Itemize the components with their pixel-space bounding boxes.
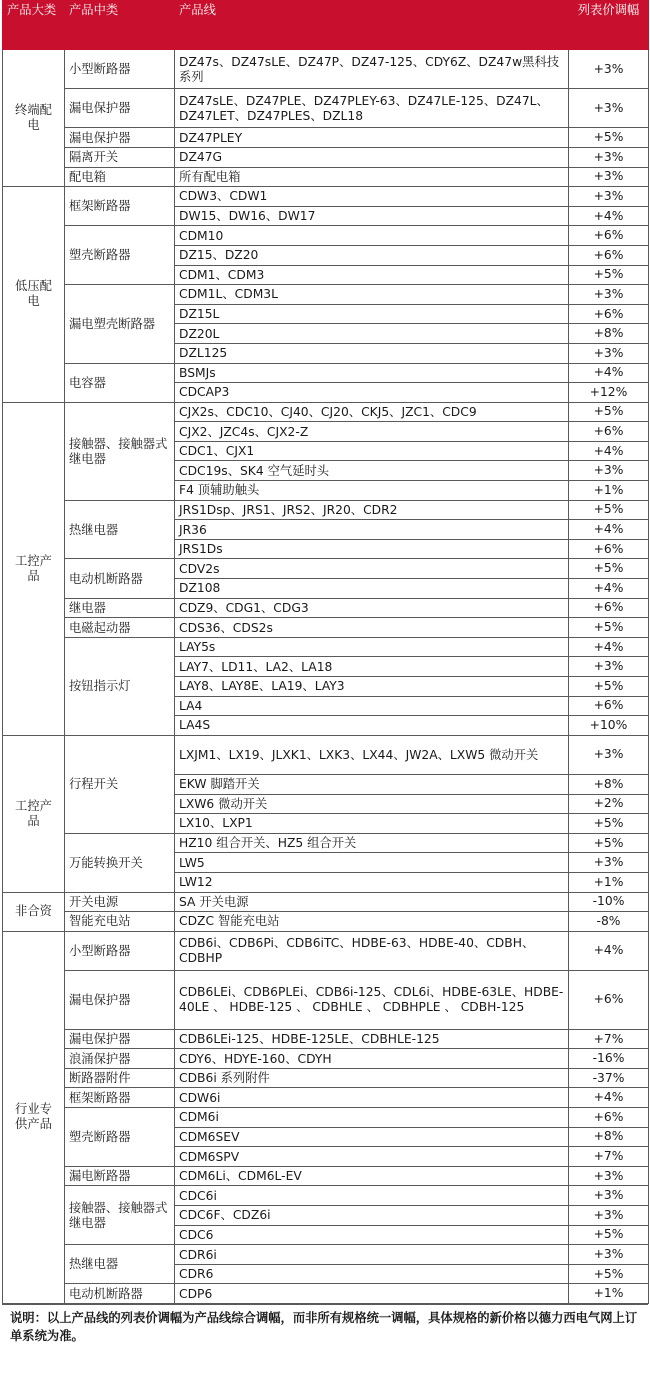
table-row [3, 1166, 649, 1186]
middle-category-cell: 电动机断路器 [65, 559, 175, 598]
product-line-cell: CDM6SEV [175, 1127, 569, 1147]
price-change-cell: +4% [569, 931, 649, 970]
table-row [3, 931, 649, 970]
middle-category-cell: 继电器 [65, 598, 175, 618]
price-change-cell: +1% [569, 872, 649, 892]
table-row [3, 735, 649, 774]
price-change-cell: +5% [569, 833, 649, 853]
product-line-cell: CDC6 [175, 1225, 569, 1245]
product-line-cell: CDY6、HDYE-160、CDYH [175, 1049, 569, 1069]
table-row [3, 187, 649, 207]
product-line-cell: LXJM1、LX19、JLXK1、LXK3、LX44、JW2A、LXW5 微动开关 [175, 735, 569, 774]
middle-category-cell: 漏电保护器 [65, 1029, 175, 1049]
price-change-cell: +3% [569, 1186, 649, 1206]
product-line-cell: CDZC 智能充电站 [175, 912, 569, 932]
major-category-cell: 行业专供产品 [3, 931, 65, 1303]
table-body [3, 50, 649, 1304]
price-change-cell: +6% [569, 598, 649, 618]
price-change-cell: +6% [569, 226, 649, 246]
price-change-cell: +3% [569, 1245, 649, 1265]
product-line-cell: LAY8、LAY8E、LA19、LAY3 [175, 677, 569, 697]
price-change-cell: +8% [569, 324, 649, 344]
price-change-cell: +6% [569, 422, 649, 442]
table-row [3, 1284, 649, 1304]
middle-category-cell: 漏电保护器 [65, 970, 175, 1029]
product-line-cell: DZ47G [175, 147, 569, 167]
header-price-change: 列表价调幅 [569, 1, 649, 50]
product-line-cell: CDM6SPV [175, 1147, 569, 1167]
table-row [3, 1186, 649, 1206]
product-line-cell: LAY5s [175, 637, 569, 657]
price-change-cell: +5% [569, 677, 649, 697]
price-adjustment-table [2, 0, 649, 1304]
price-change-cell: -10% [569, 892, 649, 912]
product-line-cell: CDC19s、SK4 空气延时头 [175, 461, 569, 481]
middle-category-cell: 漏电保护器 [65, 128, 175, 148]
price-change-cell: -8% [569, 912, 649, 932]
product-line-cell: LXW6 微动开关 [175, 794, 569, 814]
middle-category-cell: 小型断路器 [65, 931, 175, 970]
middle-category-cell: 塑壳断路器 [65, 1108, 175, 1167]
table-row [3, 50, 649, 89]
table-header-row [3, 1, 649, 50]
price-change-cell: +5% [569, 500, 649, 520]
table-row [3, 1068, 649, 1088]
price-change-cell: +4% [569, 206, 649, 226]
product-line-cell: JRS1Dsp、JRS1、JRS2、JR20、CDR2 [175, 500, 569, 520]
product-line-cell: CDV2s [175, 559, 569, 579]
middle-category-cell: 智能充电站 [65, 912, 175, 932]
price-change-cell: +4% [569, 579, 649, 599]
middle-category-cell: 框架断路器 [65, 1088, 175, 1108]
product-line-cell: CDM1、CDM3 [175, 265, 569, 285]
product-line-cell: 所有配电箱 [175, 167, 569, 187]
product-line-cell: CDM6Li、CDM6L-EV [175, 1166, 569, 1186]
product-line-cell: CJX2、JZC4s、CJX2-Z [175, 422, 569, 442]
middle-category-cell: 塑壳断路器 [65, 226, 175, 285]
middle-category-cell: 热继电器 [65, 1245, 175, 1284]
table-row [3, 402, 649, 422]
price-change-cell: +7% [569, 1147, 649, 1167]
table-row [3, 167, 649, 187]
product-line-cell: LAY7、LD11、LA2、LA18 [175, 657, 569, 677]
price-change-cell: +4% [569, 441, 649, 461]
table-row [3, 285, 649, 305]
product-line-cell: DZ20L [175, 324, 569, 344]
middle-category-cell: 行程开关 [65, 735, 175, 833]
table-row [3, 892, 649, 912]
price-change-cell: +3% [569, 50, 649, 89]
major-category-cell: 低压配电 [3, 187, 65, 403]
price-change-cell: +4% [569, 520, 649, 540]
product-line-cell: CDS36、CDS2s [175, 618, 569, 638]
price-change-cell: +3% [569, 461, 649, 481]
product-line-cell: EKW 脚踏开关 [175, 774, 569, 794]
price-change-cell: +8% [569, 774, 649, 794]
product-line-cell: CDP6 [175, 1284, 569, 1304]
table-row [3, 1108, 649, 1128]
product-line-cell: CDB6i 系列附件 [175, 1068, 569, 1088]
product-line-cell: LA4S [175, 716, 569, 736]
header-major-category: 产品大类 [3, 1, 65, 50]
middle-category-cell: 隔离开关 [65, 147, 175, 167]
price-change-cell: +5% [569, 402, 649, 422]
price-change-cell: +3% [569, 657, 649, 677]
table-row [3, 89, 649, 128]
price-change-cell: +3% [569, 735, 649, 774]
footnote: 说明：以上产品线的列表价调幅为产品线综合调幅，而非所有规格统一调幅，具体规格的新价格以德力西电气网上订单系统为准。 [2, 1304, 648, 1346]
product-line-cell: CDC1、CJX1 [175, 441, 569, 461]
middle-category-cell: 电动机断路器 [65, 1284, 175, 1304]
product-line-cell: CDC6F、CDZ6i [175, 1206, 569, 1226]
price-change-cell: +6% [569, 970, 649, 1029]
major-category-cell: 终端配电 [3, 50, 65, 187]
product-line-cell: CDR6i [175, 1245, 569, 1265]
product-line-cell: CDM10 [175, 226, 569, 246]
major-category-cell: 工控产品 [3, 402, 65, 735]
price-change-cell: +3% [569, 343, 649, 363]
product-line-cell: CDB6LEi-125、HDBE-125LE、CDBHLE-125 [175, 1029, 569, 1049]
middle-category-cell: 漏电断路器 [65, 1166, 175, 1186]
product-line-cell: CDM6i [175, 1108, 569, 1128]
product-line-cell: DZ15L [175, 304, 569, 324]
product-line-cell: DZ108 [175, 579, 569, 599]
price-change-cell: +3% [569, 1206, 649, 1226]
major-category-cell: 工控产品 [3, 735, 65, 892]
product-line-cell: DZ15、DZ20 [175, 245, 569, 265]
table-row [3, 1029, 649, 1049]
middle-category-cell: 接触器、接触器式继电器 [65, 402, 175, 500]
product-line-cell: JR36 [175, 520, 569, 540]
price-change-cell: +6% [569, 1108, 649, 1128]
product-line-cell: LX10、LXP1 [175, 814, 569, 834]
price-change-cell: -16% [569, 1049, 649, 1069]
product-line-cell: CDW3、CDW1 [175, 187, 569, 207]
table-row [3, 147, 649, 167]
price-change-cell: +4% [569, 1088, 649, 1108]
middle-category-cell: 电容器 [65, 363, 175, 402]
middle-category-cell: 断路器附件 [65, 1068, 175, 1088]
product-line-cell: HZ10 组合开关、HZ5 组合开关 [175, 833, 569, 853]
product-line-cell: DZ47PLEY [175, 128, 569, 148]
table-row [3, 559, 649, 579]
price-change-cell: +5% [569, 1264, 649, 1284]
middle-category-cell: 万能转换开关 [65, 833, 175, 892]
middle-category-cell: 浪涌保护器 [65, 1049, 175, 1069]
middle-category-cell: 框架断路器 [65, 187, 175, 226]
price-change-cell: +12% [569, 383, 649, 403]
table-row [3, 128, 649, 148]
price-change-cell: +3% [569, 147, 649, 167]
product-line-cell: LW12 [175, 872, 569, 892]
price-change-cell: +5% [569, 265, 649, 285]
price-change-cell: +8% [569, 1127, 649, 1147]
middle-category-cell: 漏电保护器 [65, 89, 175, 128]
price-change-cell: +3% [569, 1166, 649, 1186]
table-row [3, 1049, 649, 1069]
major-category-cell: 非合资 [3, 892, 65, 931]
product-line-cell: DZ47s、DZ47sLE、DZ47P、DZ47-125、CDY6Z、DZ47w黑科技系列 [175, 50, 569, 89]
table-row [3, 912, 649, 932]
price-change-cell: +5% [569, 618, 649, 638]
table-row [3, 833, 649, 853]
table-row [3, 1088, 649, 1108]
price-change-cell: +4% [569, 637, 649, 657]
table-row [3, 226, 649, 246]
table-row [3, 363, 649, 383]
price-change-cell: +5% [569, 814, 649, 834]
middle-category-cell: 漏电塑壳断路器 [65, 285, 175, 363]
table-row [3, 500, 649, 520]
price-change-cell: +6% [569, 696, 649, 716]
product-line-cell: DZL125 [175, 343, 569, 363]
price-change-cell: +1% [569, 481, 649, 501]
price-change-cell: +1% [569, 1284, 649, 1304]
product-line-cell: LA4 [175, 696, 569, 716]
product-line-cell: SA 开关电源 [175, 892, 569, 912]
middle-category-cell: 配电箱 [65, 167, 175, 187]
middle-category-cell: 小型断路器 [65, 50, 175, 89]
product-line-cell: JRS1Ds [175, 539, 569, 559]
price-change-cell: +5% [569, 1225, 649, 1245]
product-line-cell: BSMJs [175, 363, 569, 383]
table-row [3, 1245, 649, 1265]
middle-category-cell: 电磁起动器 [65, 618, 175, 638]
price-change-cell: +6% [569, 539, 649, 559]
product-line-cell: CDZ9、CDG1、CDG3 [175, 598, 569, 618]
price-change-cell: +3% [569, 187, 649, 207]
middle-category-cell: 按钮指示灯 [65, 637, 175, 735]
price-change-cell: +3% [569, 853, 649, 873]
product-line-cell: CDB6LEi、CDB6PLEi、CDB6i-125、CDL6i、HDBE-63LE、HDBE-40LE 、 HDBE-125 、 CDBHLE 、 CDBHPLE 、 CDBH-125 [175, 970, 569, 1029]
product-line-cell: LW5 [175, 853, 569, 873]
table-row [3, 970, 649, 1029]
price-change-cell: +10% [569, 716, 649, 736]
product-line-cell: DW15、DW16、DW17 [175, 206, 569, 226]
price-change-cell: +4% [569, 363, 649, 383]
price-change-cell: -37% [569, 1068, 649, 1088]
product-line-cell: CDW6i [175, 1088, 569, 1108]
price-change-cell: +2% [569, 794, 649, 814]
price-change-cell: +5% [569, 128, 649, 148]
product-line-cell: CDR6 [175, 1264, 569, 1284]
price-change-cell: +5% [569, 559, 649, 579]
product-line-cell: CDC6i [175, 1186, 569, 1206]
header-middle-category: 产品中类 [65, 1, 175, 50]
product-line-cell: CDB6i、CDB6Pi、CDB6iTC、HDBE-63、HDBE-40、CDBH、CDBHP [175, 931, 569, 970]
price-change-cell: +3% [569, 285, 649, 305]
price-change-cell: +6% [569, 245, 649, 265]
price-adjustment-document [2, 0, 648, 1346]
table-row [3, 618, 649, 638]
price-change-cell: +7% [569, 1029, 649, 1049]
product-line-cell: F4 顶辅助触头 [175, 481, 569, 501]
table-row [3, 598, 649, 618]
product-line-cell: DZ47sLE、DZ47PLE、DZ47PLEY-63、DZ47LE-125、DZ47L、DZ47LET、DZ47PLES、DZL18 [175, 89, 569, 128]
middle-category-cell: 热继电器 [65, 500, 175, 559]
middle-category-cell: 接触器、接触器式继电器 [65, 1186, 175, 1245]
price-change-cell: +3% [569, 89, 649, 128]
product-line-cell: CDCAP3 [175, 383, 569, 403]
header-product-line: 产品线 [175, 1, 569, 50]
middle-category-cell: 开关电源 [65, 892, 175, 912]
table-row [3, 637, 649, 657]
price-change-cell: +6% [569, 304, 649, 324]
product-line-cell: CJX2s、CDC10、CJ40、CJ20、CKJ5、JZC1、CDC9 [175, 402, 569, 422]
price-change-cell: +3% [569, 167, 649, 187]
product-line-cell: CDM1L、CDM3L [175, 285, 569, 305]
